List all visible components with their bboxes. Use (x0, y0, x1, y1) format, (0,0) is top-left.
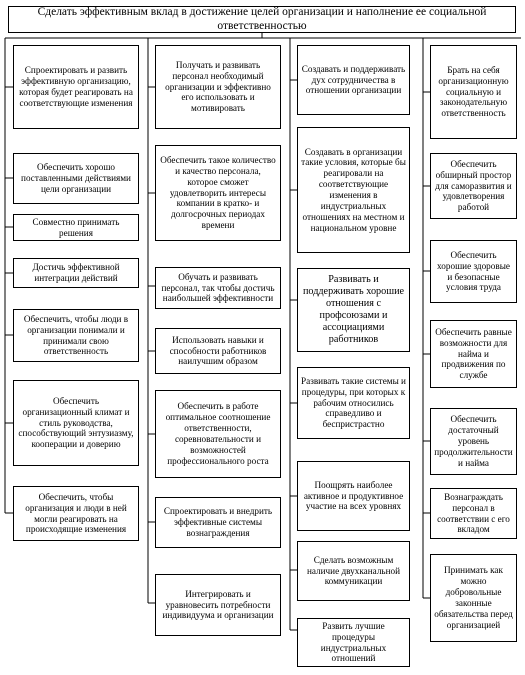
col3-item-6-text: Сделать возможным наличие двухканальной коммуникации (306, 554, 401, 587)
col2-item-3 (155, 267, 281, 309)
col1-item-5 (13, 309, 139, 362)
col2-item-7-text: Интегрировать и уравновесить потребности индивидуума и организации (162, 588, 274, 621)
col3-item-5 (297, 461, 410, 531)
col1-item-7-text: Обеспечить, чтобы организация и люди в ней могли реагировать на происходящие изменения (25, 491, 127, 535)
col3-item-3-text: Развивать и поддерживать хорошие отношения с профсоюзами и ассоциациями работников (302, 273, 405, 346)
col3-item-6 (297, 541, 410, 601)
col3-item-1-text: Создавать и поддерживать дух сотрудничества в отношении организации (301, 63, 406, 96)
col1-item-2-text: Обеспечить хорошо поставленными действиями цели организации (21, 162, 131, 194)
col3-item-7 (297, 618, 410, 667)
col3-item-2-text: Создавать в организации такие условия, которые бы реагировали на соответствующие изменения в индустриальных отношениях на местном и национальном уровне (301, 146, 406, 233)
col3-item-1 (297, 45, 410, 115)
col2-item-1 (155, 45, 281, 129)
col2-item-2 (155, 145, 281, 241)
col1-item-4-text: Достичь эффективной интеграции действий (32, 262, 120, 283)
col4-item-1-text: Брать на себя организационную социальную и законодательную ответственность (438, 64, 509, 119)
col3-item-5-text: Поощрять наиболее активное и продуктивное участие на всех уровнях (303, 479, 404, 512)
col4-item-4-text: Обеспечить равные возможности для найма и продвижения по службе (435, 326, 512, 381)
col4-item-2 (430, 153, 517, 219)
col2-item-4-text: Использовать навыки и способности работников наилучшим образом (169, 334, 267, 367)
col1-item-3-text: Совместно принимать решения (32, 216, 120, 238)
col3-item-3 (297, 268, 410, 352)
col4-item-5-text: Обеспечить достаточный уровень продолжительности и найма (434, 414, 513, 468)
col3-item-4 (297, 367, 410, 439)
col3-item-7-text: Развить лучшие процедуры индустриальных отношений (320, 620, 387, 664)
col2-item-6 (155, 497, 281, 548)
col2-item-5 (155, 390, 281, 478)
col1-item-5-text: Обеспечить, чтобы люди в организации понимали и принимали свою ответственность (23, 313, 129, 357)
col2-item-3-text: Обучать и развивать персонал, так чтобы достичь наибольшей эффективности (161, 271, 275, 304)
main-goal-title (8, 6, 516, 33)
col1-item-6-text: Обеспечить организационный климат и стиль руководства, способствующий энтузиазму, кооперации и доверию (18, 395, 134, 450)
col4-item-4 (430, 320, 517, 388)
col2-item-5-text: Обеспечить в работе оптимальное соотношение ответственности, соревновательности и возможностей профессионального роста (165, 401, 271, 466)
col3-item-2 (297, 127, 410, 253)
main-goal-title-text: Сделать эффективным вклад в достижение целей организации и наполнение ее социальной ответственностью (37, 6, 487, 32)
col4-item-3-text: Обеспечить хорошие здоровые и безопасные условия труда (437, 249, 510, 293)
col1-item-3 (13, 214, 139, 241)
col1-item-7 (13, 486, 139, 541)
col1-item-1-text: Спроектировать и развить эффективную организацию, которая будет реагировать на соответствующие изменения (19, 65, 133, 108)
col3-item-4-text: Развивать такие системы и процедуры, при которых к рабочим относились справедливо и беспристрастно (301, 375, 406, 430)
col4-item-5 (430, 408, 517, 475)
col1-item-2 (13, 153, 139, 204)
col1-item-4 (13, 258, 139, 288)
col4-item-1 (430, 45, 517, 139)
col2-item-2-text: Обеспечить такое количество и качество персонала, которое сможет удовлетворить интересы компании в кратко- и долгосрочных периодах времени (160, 154, 276, 231)
col4-item-6-text: Вознаграждать персонал в соответствии с его вкладом (437, 491, 510, 535)
col4-item-2-text: Обеспечить обширный простор для саморазвития и удовлетворения работой (435, 158, 512, 213)
col2-item-6-text: Спроектировать и внедрить эффективные системы вознаграждения (163, 506, 273, 538)
col4-item-7 (430, 554, 517, 642)
col4-item-3 (430, 240, 517, 303)
col1-item-6 (13, 380, 139, 466)
col4-item-7-text: Принимать как можно добровольные законные обязательства перед организацией (434, 565, 513, 630)
col4-item-6 (430, 488, 517, 539)
col2-item-7 (155, 574, 281, 636)
col1-item-1 (13, 45, 139, 129)
col2-item-4 (155, 328, 281, 374)
col2-item-1-text: Получать и развивать персонал необходимый организации и эффективно его использовать и мотивировать (165, 59, 271, 114)
